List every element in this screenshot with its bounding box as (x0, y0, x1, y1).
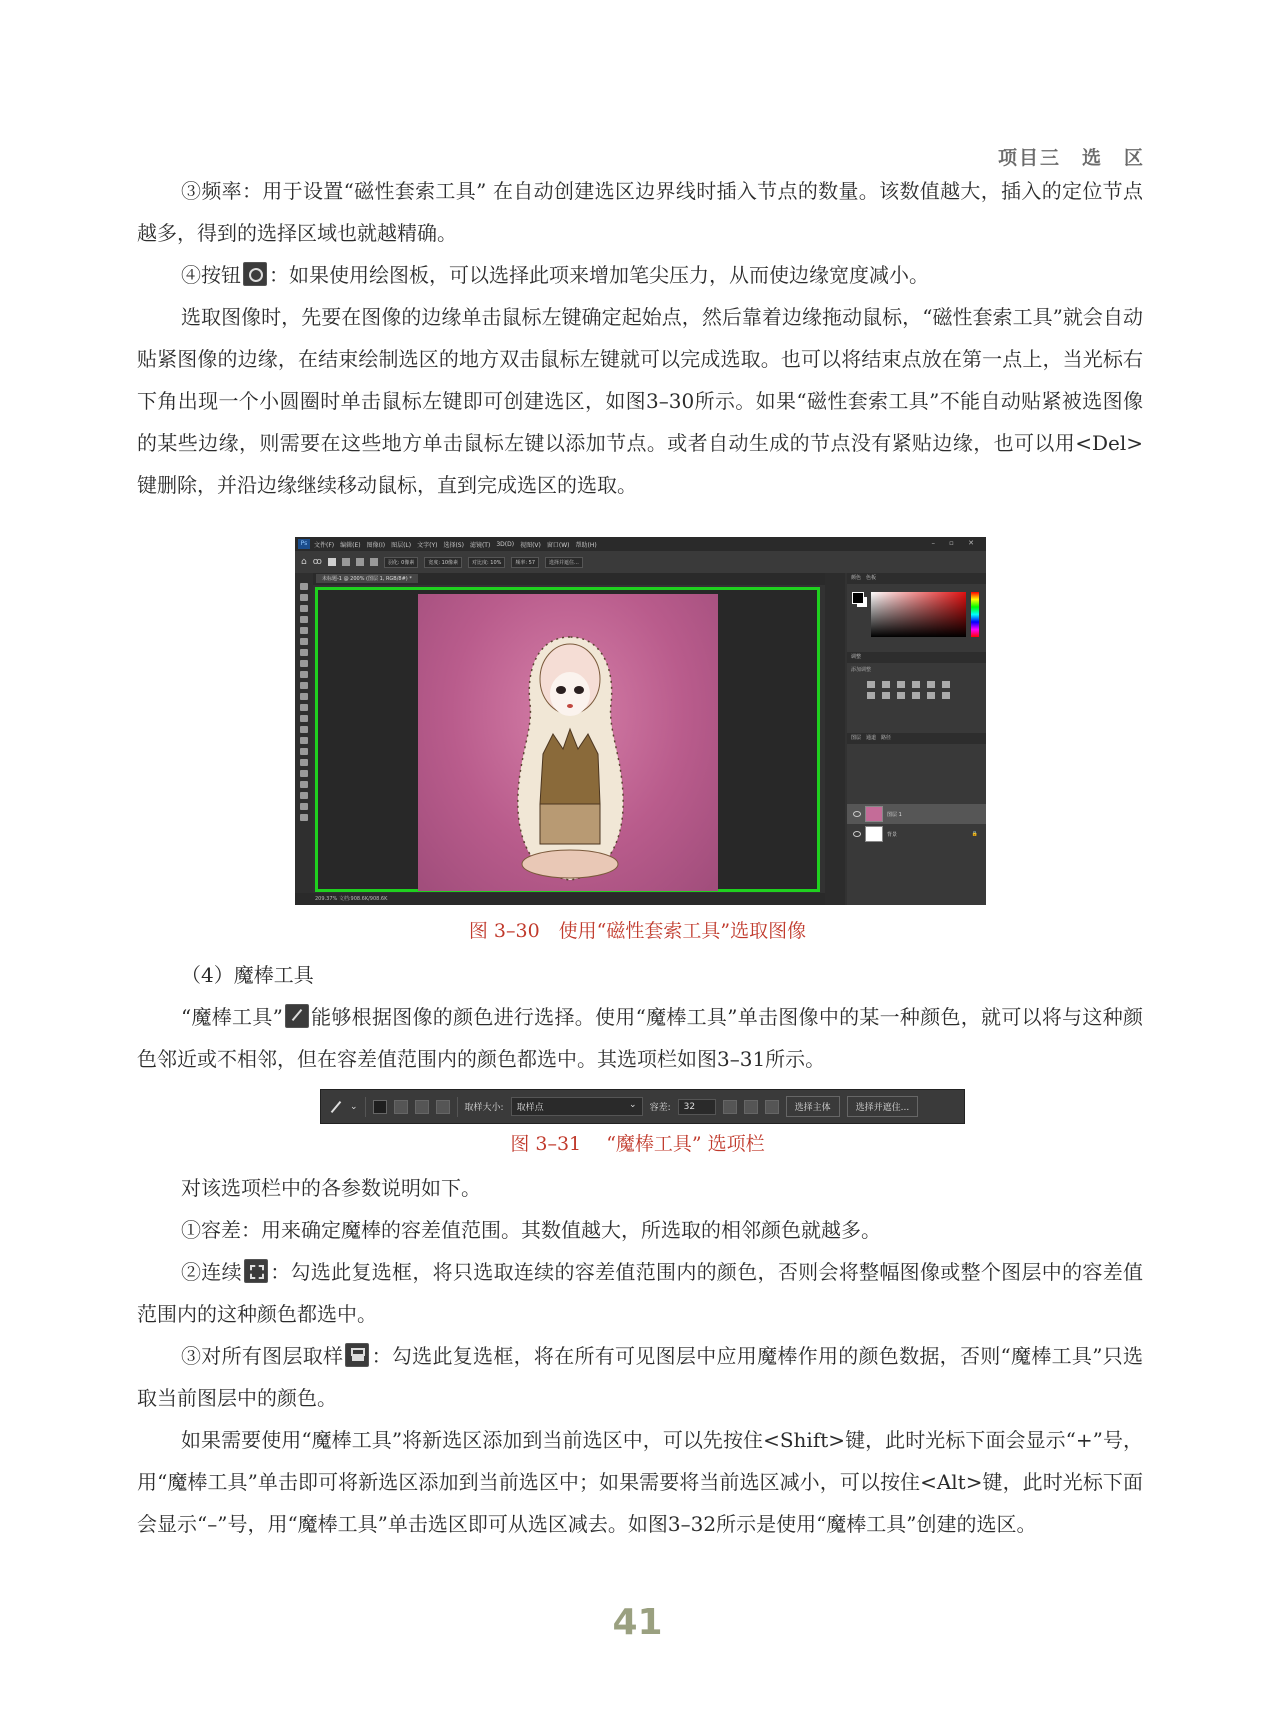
eraser-tool-icon[interactable] (300, 704, 308, 711)
paragraph-pressure-button (137, 254, 1143, 296)
sample-all-layers-label: ③对所有图层取样 (181, 1344, 344, 1368)
eye-icon[interactable] (853, 811, 861, 817)
heading-magic-wand: （4）魔棒工具 (181, 963, 314, 987)
ps-menu-filter[interactable]: 滤镜(T) (469, 541, 491, 549)
tolerance-label: 容差: (649, 1103, 671, 1113)
brightness-icon[interactable] (867, 681, 875, 688)
path-select-tool-icon[interactable] (300, 770, 308, 777)
ps-canvas-area[interactable] (315, 587, 820, 892)
ps-menubar (295, 537, 986, 551)
stamp-tool-icon[interactable] (300, 682, 308, 689)
window-controls-icon[interactable]: – ▫ ✕ (931, 539, 980, 547)
magic-wand-options-bar (320, 1089, 965, 1124)
lock-icon: 🔒 (971, 831, 978, 837)
sample-all-layers-text: ：勾选此复选框，将在所有可见图层中应用魔棒作用的颜色数据，否则“魔棒工具”只选取当前图层中的颜色。 (137, 1344, 1144, 1410)
color-panel-header[interactable]: 颜色 色板 (847, 573, 986, 584)
eyedropper-tool-icon[interactable] (300, 649, 308, 656)
adjustments-panel (847, 663, 986, 733)
quick-select-tool-icon[interactable] (300, 616, 308, 623)
chevron-down-icon: ⌄ (629, 1100, 637, 1110)
feather-field[interactable]: 羽化: 0像素 (384, 557, 418, 568)
curves-icon[interactable] (897, 681, 905, 688)
select-and-mask-button[interactable]: 选择并遮住... (545, 557, 583, 568)
ps-menu-type[interactable]: 文字(Y) (417, 541, 438, 549)
foreground-swatch[interactable] (852, 592, 864, 604)
ps-menu-layer[interactable]: 图层(L) (391, 541, 412, 549)
zoom-tool-icon[interactable] (300, 803, 308, 810)
history-brush-icon[interactable] (300, 693, 308, 700)
subtract-selection-icon[interactable] (415, 1100, 429, 1114)
intersect-selection-icon[interactable] (436, 1100, 450, 1114)
ps-menu-select[interactable]: 选择(S) (443, 541, 464, 549)
layers-panel-controls (847, 744, 986, 804)
ps-logo-icon: Ps (298, 539, 310, 549)
ps-menu-edit[interactable]: 编辑(E) (340, 541, 361, 549)
magnetic-lasso-icon[interactable]: ꝏ (312, 557, 322, 567)
page-number: 41 (612, 1602, 663, 1643)
ps-panels (847, 573, 986, 905)
bw-icon[interactable] (882, 692, 890, 699)
pen-pressure-icon (243, 262, 267, 286)
invert-icon[interactable] (942, 692, 950, 699)
shape-tool-icon[interactable] (300, 781, 308, 788)
paragraph-frequency: ③频率：用于设置“磁性套索工具” 在自动创建选区边界线时插入节点的数量。该数值越大，插入的定位节点越多，得到的选择区域也就越精确。 (137, 179, 1143, 245)
vibrance-icon[interactable] (927, 681, 935, 688)
figure-3-30-caption: 图 3–30 使用“磁性套索工具”选取图像 (468, 920, 807, 942)
tolerance-input[interactable]: 32 (678, 1099, 716, 1115)
ps-options-bar (295, 551, 986, 573)
adjustment-icons (867, 681, 952, 699)
new-selection-icon[interactable] (328, 558, 336, 566)
separator (365, 1097, 366, 1117)
frequency-field[interactable]: 频率: 57 (511, 557, 539, 568)
layer-name: 图层 1 (887, 811, 902, 818)
paragraph-tolerance: ①容差：用来确定魔棒的容差值范围。其数值越大，所选取的相邻颜色就越多。 (181, 1218, 881, 1242)
matryoshka-photo (418, 594, 718, 891)
blur-tool-icon[interactable] (300, 726, 308, 733)
layer-row[interactable] (847, 824, 986, 844)
paragraph-add-subtract: 如果需要使用“魔棒工具”将新选区添加到当前选区中，可以先按住<Shift>键，此时光标下面会显示“+”号，用“魔棒工具”单击即可将新选区添加到当前选区中；如果需要将当前选区减小，可以按住<Alt>键，此时光标下面会显示“–”号，用“魔棒工具”单击选区即可从选区减去。如图3–32所示是使用“魔棒工具”创建的选区。 (137, 1428, 1143, 1536)
photoshop-screenshot (295, 537, 986, 905)
hue-slider[interactable] (971, 592, 979, 637)
contiguous-icon[interactable] (744, 1100, 758, 1114)
healing-tool-icon[interactable] (300, 660, 308, 667)
paragraph-contiguous (137, 1251, 1143, 1335)
ps-menu-help[interactable]: 帮助(H) (575, 541, 597, 549)
dodge-tool-icon[interactable] (300, 737, 308, 744)
adjustments-subtitle: 添加调整 (851, 667, 872, 673)
ps-document-tab[interactable]: 未标题-1 @ 200% (图层 1, RGB/8#) * (316, 574, 418, 583)
matryoshka-doll-image (508, 634, 633, 884)
magic-wand-label: “魔棒工具” (181, 1005, 283, 1029)
figure-3-31-caption: 图 3–31 “魔棒工具” 选项栏 (510, 1133, 765, 1155)
add-selection-icon[interactable] (342, 558, 350, 566)
layer-thumbnail (865, 826, 883, 842)
type-tool-icon[interactable] (300, 759, 308, 766)
contiguous-icon (244, 1259, 268, 1283)
move-tool-icon[interactable] (300, 583, 308, 590)
ps-menu-3d[interactable]: 3D(D) (496, 540, 515, 548)
paragraph-params-intro: 对该选项栏中的各参数说明如下。 (181, 1176, 481, 1200)
paragraph-sample-all-layers (137, 1335, 1143, 1419)
frame-tool-icon[interactable] (300, 638, 308, 645)
marquee-tool-icon[interactable] (300, 594, 308, 601)
pressure-label: ④按钮 (181, 263, 241, 287)
pressure-text: ：如果使用绘图板，可以选择此项来增加笔尖压力，从而使边缘宽度减小。 (269, 263, 929, 287)
photo-filter-icon[interactable] (897, 692, 905, 699)
magic-wand-tool-icon[interactable] (329, 1100, 343, 1114)
hue-sat-icon[interactable] (942, 681, 950, 688)
ps-menu-view[interactable]: 视图(V) (520, 541, 541, 549)
channel-mixer-icon[interactable] (912, 692, 920, 699)
ps-menu-file[interactable]: 文件(F) (314, 541, 335, 549)
sample-size-label: 取样大小: (464, 1103, 504, 1113)
magic-wand-text: 能够根据图像的颜色进行选择。使用“魔棒工具”单击图像中的某一种颜色，就可以将与这种颜色邻近或不相邻，但在容差值范围内的颜色都选中。其选项栏如图3–31所示。 (137, 1005, 1143, 1071)
sample-size-select[interactable] (511, 1097, 643, 1116)
color-picker-field[interactable] (871, 592, 966, 637)
contiguous-label: ②连续 (181, 1260, 242, 1284)
crop-tool-icon[interactable] (300, 627, 308, 634)
sample-size-value: 取样点 (516, 1103, 544, 1113)
ps-panel-dock (825, 573, 845, 905)
layer-thumbnail (865, 806, 883, 822)
layer-row[interactable] (847, 804, 986, 824)
contrast-field[interactable]: 对比度: 10% (468, 557, 505, 568)
subtract-selection-icon[interactable] (356, 558, 364, 566)
color-panel (847, 584, 986, 652)
anti-alias-icon[interactable] (723, 1100, 737, 1114)
color-balance-icon[interactable] (867, 692, 875, 699)
ps-menu-window[interactable]: 窗口(W) (546, 541, 570, 549)
sample-all-layers-icon[interactable] (765, 1100, 779, 1114)
select-and-mask-button[interactable]: 选择并遮住... (847, 1096, 919, 1117)
hand-tool-icon[interactable] (300, 792, 308, 799)
home-icon[interactable]: ⌂ (301, 557, 307, 567)
pen-tool-icon[interactable] (300, 748, 308, 755)
ps-status-bar: 209.37% 文档:908.6K/908.6K (295, 893, 825, 905)
add-selection-icon[interactable] (394, 1100, 408, 1114)
layer-name: 背景 (887, 831, 898, 838)
more-tools-icon[interactable] (300, 814, 308, 821)
ps-document-tabbar (313, 573, 833, 585)
separator (457, 1097, 458, 1117)
contiguous-text: ：勾选此复选框，将只选取连续的容差值范围内的颜色，否则会将整幅图像或整个图层中的容差值范围内的这种颜色都选中。 (137, 1260, 1144, 1326)
layers-panel-header[interactable]: 图层 通道 路径 (847, 733, 986, 744)
width-field[interactable]: 宽度: 10像素 (424, 557, 462, 568)
intersect-selection-icon[interactable] (370, 558, 378, 566)
gradient-tool-icon[interactable] (300, 715, 308, 722)
paragraph-magic-wand-intro (137, 996, 1143, 1080)
chevron-down-icon[interactable]: ⌄ (350, 1101, 358, 1112)
eye-icon[interactable] (853, 831, 861, 837)
ps-toolbar (295, 573, 313, 893)
exposure-icon[interactable] (912, 681, 920, 688)
levels-icon[interactable] (882, 681, 890, 688)
ps-menu-image[interactable]: 图像(I) (366, 541, 386, 549)
magic-wand-icon (285, 1004, 309, 1028)
new-selection-icon[interactable] (373, 1100, 387, 1114)
sample-all-layers-icon (345, 1343, 369, 1367)
paragraph-selection-method: 选取图像时，先要在图像的边缘单击鼠标左键确定起始点，然后靠着边缘拖动鼠标，“磁性套索工具”就会自动贴紧图像的边缘，在结束绘制选区的地方双击鼠标左键就可以完成选取。也可以将结束点放在第一点上，当光标右下角出现一个小圆圈时单击鼠标左键即可创建选区，如图3–30所示。如果“磁性套索工具”不能自动贴紧被选图像的某些边缘，则需要在这些地方单击鼠标左键以添加节点。或者自动生成的节点没有紧贴边缘，也可以用<Del>键删除，并沿边缘继续移动鼠标，直到完成选区的选取。 (137, 305, 1143, 497)
color-lookup-icon[interactable] (927, 692, 935, 699)
lasso-tool-icon[interactable] (300, 605, 308, 612)
section-header: 项目三 选 区 (997, 147, 1145, 169)
brush-tool-icon[interactable] (300, 671, 308, 678)
select-subject-button[interactable]: 选择主体 (786, 1096, 840, 1117)
adjustments-panel-header[interactable]: 调整 (847, 652, 986, 663)
